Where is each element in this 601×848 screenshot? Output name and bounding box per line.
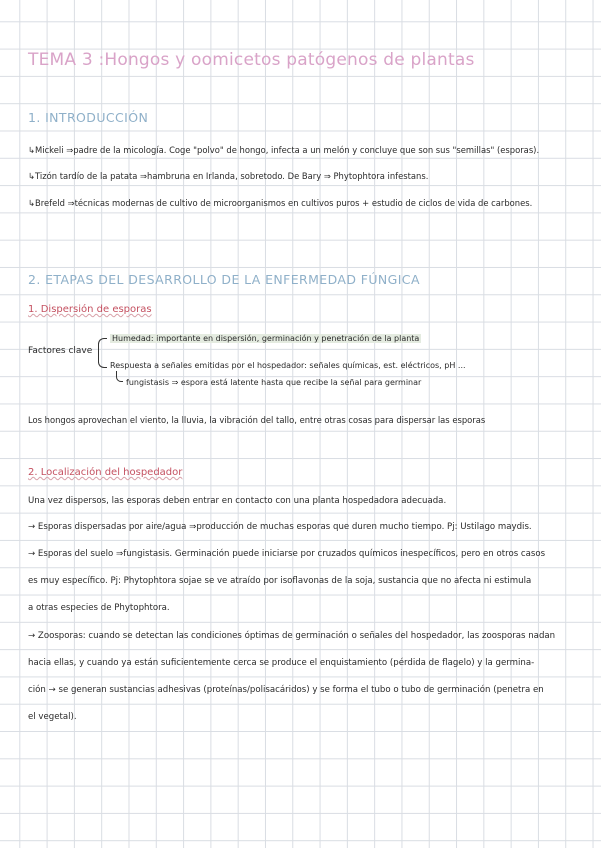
section-heading-introduccion: 1. INTRODUCCIÓN	[28, 110, 149, 125]
localizacion-line-8: ción → se generan sustancias adhesivas (proteínas/polisacáridos) y se forma el tubo o tubo de germinación (penetra en	[28, 685, 544, 695]
section-heading-etapas: 2. ETAPAS DEL DESARROLLO DE LA ENFERMEDAD FÚNGICA	[28, 272, 420, 287]
factor-fungistasis: fungistasis ⇒ espora está latente hasta que recibe la señal para germinar	[126, 378, 422, 387]
page-title: TEMA 3 :Hongos y oomicetos patógenos de plantas	[28, 50, 475, 70]
localizacion-line-1: Una vez dispersos, las esporas deben entrar en contacto con una planta hospedadora adecuada.	[28, 496, 447, 506]
subsection-heading-localizacion: 2. Localización del hospedador	[28, 467, 183, 478]
subsection-heading-dispersion: 1. Dispersión de esporas	[28, 304, 152, 315]
factors-brace	[98, 338, 107, 368]
localizacion-line-5: a otras especies de Phytophtora.	[28, 603, 170, 613]
dispersion-note: Los hongos aprovechan el viento, la lluvia, la vibración del tallo, entre otras cosas para dispersar las esporas	[28, 415, 486, 425]
factor-humedad-text: Humedad: importante en dispersión, germinación y penetración de la planta	[112, 334, 420, 343]
factors-label: Factores clave	[28, 346, 93, 356]
fungistasis-hook	[116, 371, 123, 382]
intro-line-3: ↳Brefeld ⇒técnicas modernas de cultivo de microorganismos en cultivos puros + estudio de ciclos de vida de carbones.	[28, 198, 533, 208]
localizacion-line-2: → Esporas dispersadas por aire/agua ⇒producción de muchas esporas que duren mucho tiempo. Pj: Ustilago maydis.	[28, 522, 532, 532]
factor-respuesta: Respuesta a señales emitidas por el hospedador: señales químicas, est. eléctricos, pH ...	[110, 361, 466, 370]
localizacion-line-9: el vegetal).	[28, 712, 77, 722]
intro-line-2: ↳Tizón tardío de la patata ⇒hambruna en Irlanda, sobretodo. De Bary ⇒ Phytophtora infestans.	[28, 171, 429, 181]
intro-line-1: ↳Mickeli ⇒padre de la micología. Coge "polvo" de hongo, infecta a un melón y concluye que son sus "semillas" (esporas).	[28, 145, 540, 155]
localizacion-line-3: → Esporas del suelo ⇒fungistasis. Germinación puede iniciarse por cruzados químicos inespecíficos, pero en otros casos	[28, 549, 546, 559]
factor-humedad	[110, 333, 421, 345]
localizacion-line-7: hacia ellas, y cuando ya están suficientemente cerca se produce el enquistamiento (pérdida de flagelo) y la germina-	[28, 658, 535, 668]
localizacion-line-6: → Zoosporas: cuando se detectan las condiciones óptimas de germinación o señales del hospedador, las zoosporas nadan	[28, 631, 556, 641]
localizacion-line-4: es muy específico. Pj: Phytophtora sojae se ve atraído por isoflavonas de la soja, sustancia que no afecta ni estimula	[28, 576, 532, 586]
